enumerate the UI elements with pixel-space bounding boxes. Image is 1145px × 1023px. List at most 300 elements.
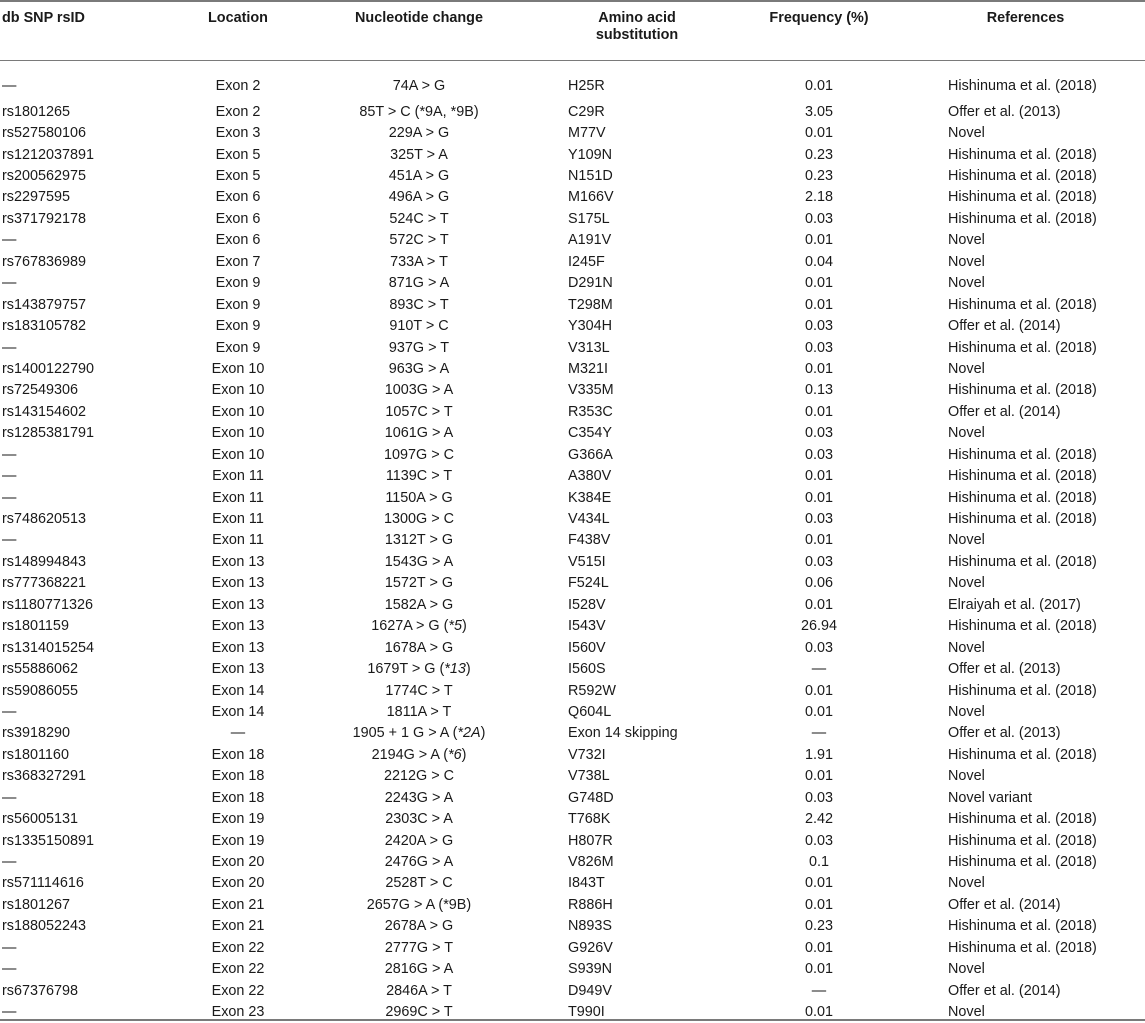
nucleotide-text: 2194G > A ( xyxy=(371,746,448,763)
nucleotide-text: 1003G > A xyxy=(384,382,454,399)
cell-reference: Novel xyxy=(948,532,985,549)
cell-rsid: rs748620513 xyxy=(2,511,87,528)
cell-rsid: rs72549306 xyxy=(2,382,79,399)
cell-amino-acid: V826M xyxy=(568,854,614,871)
cell-nucleotide-change xyxy=(296,165,542,186)
cell-reference: Hishinuma et al. (2018) xyxy=(948,618,1097,635)
cell-location: Exon 13 xyxy=(211,553,265,570)
cell-location: Exon 20 xyxy=(211,875,265,892)
nucleotide-text: 2420A > G xyxy=(384,832,454,849)
table-row xyxy=(0,894,1145,915)
nucleotide-text: 524C > T xyxy=(389,210,449,227)
cell-reference: Offer et al. (2013) xyxy=(948,725,1061,742)
cell-frequency: 0.03 xyxy=(804,425,833,442)
cell-amino-acid: D291N xyxy=(568,275,613,292)
nucleotide-text: 2777G > T xyxy=(384,939,454,956)
cell-nucleotide-change xyxy=(296,723,542,744)
cell-reference: Hishinuma et al. (2018) xyxy=(948,296,1097,313)
cell-frequency: 0.03 xyxy=(804,446,833,463)
table-row xyxy=(0,60,1145,101)
nucleotide-tail: ) xyxy=(465,661,471,678)
cell-amino-acid: V335M xyxy=(568,382,614,399)
cell-amino-acid: M77V xyxy=(568,125,606,142)
cell-rsid: rs59086055 xyxy=(2,682,79,699)
cell-amino-acid: N151D xyxy=(568,168,613,185)
cell-reference: Novel xyxy=(948,360,985,377)
table-row xyxy=(0,744,1145,765)
cell-rsid: rs183105782 xyxy=(2,318,87,335)
header-amino-line2: substitution xyxy=(595,27,679,43)
cell-rsid: rs143879757 xyxy=(2,296,87,313)
cell-reference: Hishinuma et al. (2018) xyxy=(948,939,1097,956)
cell-rsid: rs1400122790 xyxy=(2,360,95,377)
cell-amino-acid: A191V xyxy=(568,232,612,249)
nucleotide-text: 1543G > A xyxy=(384,553,454,570)
table-row xyxy=(0,337,1145,358)
cell-amino-acid: I560S xyxy=(568,661,606,678)
table-row xyxy=(0,1001,1145,1022)
cell-nucleotide-change xyxy=(296,101,542,122)
nucleotide-text: 963G > A xyxy=(388,360,450,377)
nucleotide-text: 2212G > C xyxy=(384,768,454,785)
cell-frequency: 0.01 xyxy=(804,296,833,313)
cell-nucleotide-change xyxy=(296,187,542,208)
cell-location: Exon 20 xyxy=(211,854,265,871)
cell-rsid: — xyxy=(2,703,17,720)
table-row xyxy=(0,165,1145,186)
allele-text: *5 xyxy=(448,618,462,635)
table-row xyxy=(0,487,1145,508)
cell-rsid: rs777368221 xyxy=(2,575,87,592)
cell-frequency: 0.01 xyxy=(804,682,833,699)
cell-frequency: 0.03 xyxy=(804,789,833,806)
cell-nucleotide-change xyxy=(296,937,542,958)
cell-frequency: 0.03 xyxy=(804,318,833,335)
table-row xyxy=(0,830,1145,851)
allele-text: *13 xyxy=(444,661,466,678)
table-row xyxy=(0,358,1145,379)
cell-frequency: 2.18 xyxy=(804,189,833,206)
table-row xyxy=(0,680,1145,701)
cell-location: Exon 19 xyxy=(211,832,265,849)
cell-location: Exon 11 xyxy=(212,532,264,549)
cell-amino-acid: G926V xyxy=(568,939,613,956)
nucleotide-text: 1097G > C xyxy=(384,446,454,463)
cell-reference: Hishinuma et al. (2018) xyxy=(948,146,1097,163)
cell-rsid: — xyxy=(2,789,17,806)
table-row xyxy=(0,916,1145,937)
cell-frequency: 0.01 xyxy=(804,360,833,377)
nucleotide-text: 1300G > C xyxy=(384,511,454,528)
cell-location: Exon 13 xyxy=(211,661,265,678)
cell-amino-acid: I560V xyxy=(568,639,606,656)
cell-rsid: — xyxy=(2,489,17,506)
cell-amino-acid: T990I xyxy=(568,1004,605,1021)
cell-rsid: — xyxy=(2,532,17,549)
cell-reference: Offer et al. (2014) xyxy=(948,403,1061,420)
cell-location: Exon 13 xyxy=(211,618,265,635)
nucleotide-tail: ) xyxy=(461,746,467,763)
cell-amino-acid: T298M xyxy=(568,296,613,313)
cell-frequency: — xyxy=(811,725,827,742)
table-row xyxy=(0,851,1145,872)
cell-reference: Novel xyxy=(948,125,985,142)
cell-rsid: rs1335150891 xyxy=(2,832,95,849)
cell-rsid: rs1801267 xyxy=(2,896,71,913)
table-row xyxy=(0,766,1145,787)
cell-reference: Hishinuma et al. (2018) xyxy=(948,189,1097,206)
cell-amino-acid: V313L xyxy=(568,339,610,356)
table-row xyxy=(0,873,1145,894)
cell-reference: Novel xyxy=(948,768,985,785)
cell-frequency: 0.01 xyxy=(804,77,833,94)
cell-reference: Offer et al. (2013) xyxy=(948,103,1061,120)
cell-amino-acid: R353C xyxy=(568,403,613,420)
nucleotide-text: 451A > G xyxy=(388,168,450,185)
cell-rsid: rs1801265 xyxy=(2,103,71,120)
cell-rsid: rs143154602 xyxy=(2,403,87,420)
header-nucleotide-change: Nucleotide change xyxy=(355,10,483,26)
cell-location: Exon 13 xyxy=(211,575,265,592)
nucleotide-text: 2846A > T xyxy=(386,982,452,999)
nucleotide-text: 910T > C xyxy=(389,318,449,335)
cell-frequency: 0.1 xyxy=(808,854,829,871)
table-row xyxy=(0,959,1145,980)
cell-location: Exon 7 xyxy=(215,253,261,270)
cell-frequency: 0.01 xyxy=(804,232,833,249)
cell-frequency: 0.01 xyxy=(804,896,833,913)
cell-rsid: rs67376798 xyxy=(2,982,79,999)
nucleotide-text: 1678A > G xyxy=(384,639,454,656)
cell-amino-acid: D949V xyxy=(568,982,613,999)
cell-reference: Hishinuma et al. (2018) xyxy=(948,168,1097,185)
cell-frequency: 26.94 xyxy=(800,618,837,635)
cell-nucleotide-change xyxy=(296,487,542,508)
table-row xyxy=(0,937,1145,958)
cell-reference: Hishinuma et al. (2018) xyxy=(948,77,1097,94)
cell-nucleotide-change xyxy=(296,60,542,101)
cell-amino-acid: I843T xyxy=(568,875,605,892)
nucleotide-text: 1572T > G xyxy=(384,575,454,592)
cell-amino-acid: V732I xyxy=(568,746,606,763)
cell-location: Exon 10 xyxy=(211,360,265,377)
nucleotide-text: 1150A > G xyxy=(385,489,453,506)
cell-location: Exon 11 xyxy=(212,511,264,528)
cell-reference: Hishinuma et al. (2018) xyxy=(948,918,1097,935)
cell-nucleotide-change xyxy=(296,873,542,894)
cell-amino-acid: H807R xyxy=(568,832,613,849)
cell-rsid: rs1212037891 xyxy=(2,146,95,163)
nucleotide-text: 937G > T xyxy=(388,339,450,356)
cell-amino-acid: Y304H xyxy=(568,318,613,335)
table-row xyxy=(0,808,1145,829)
cell-nucleotide-change xyxy=(296,658,542,679)
cell-rsid: — xyxy=(2,275,17,292)
cell-location: Exon 10 xyxy=(211,382,265,399)
cell-reference: Hishinuma et al. (2018) xyxy=(948,468,1097,485)
table-row xyxy=(0,401,1145,422)
cell-reference: Hishinuma et al. (2018) xyxy=(948,854,1097,871)
cell-nucleotide-change xyxy=(296,916,542,937)
header-row xyxy=(0,2,1145,60)
cell-frequency: 0.23 xyxy=(804,146,833,163)
cell-rsid: rs1285381791 xyxy=(2,425,95,442)
cell-frequency: 0.03 xyxy=(804,639,833,656)
cell-reference: Offer et al. (2013) xyxy=(948,661,1061,678)
cell-frequency: 0.23 xyxy=(804,918,833,935)
nucleotide-text: 1312T > G xyxy=(384,532,454,549)
cell-reference: Hishinuma et al. (2018) xyxy=(948,446,1097,463)
nucleotide-text: 74A > G xyxy=(392,77,446,94)
cell-nucleotide-change xyxy=(296,251,542,272)
cell-nucleotide-change xyxy=(296,423,542,444)
cell-frequency: 0.03 xyxy=(804,210,833,227)
cell-amino-acid: Q604L xyxy=(568,703,612,720)
cell-location: Exon 2 xyxy=(215,77,261,94)
cell-reference: Hishinuma et al. (2018) xyxy=(948,511,1097,528)
cell-location: Exon 22 xyxy=(211,939,265,956)
nucleotide-text: 85T > C (*9A, *9B) xyxy=(359,103,479,120)
table-row xyxy=(0,787,1145,808)
nucleotide-text: 2476G > A xyxy=(384,854,454,871)
cell-frequency: 0.13 xyxy=(804,382,833,399)
table-row xyxy=(0,294,1145,315)
nucleotide-text: 325T > A xyxy=(390,146,448,163)
cell-rsid: — xyxy=(2,1004,17,1021)
cell-frequency: 0.01 xyxy=(804,275,833,292)
cell-rsid: rs188052243 xyxy=(2,918,87,935)
cell-rsid: — xyxy=(2,339,17,356)
table-row xyxy=(0,315,1145,336)
cell-rsid: rs56005131 xyxy=(2,811,79,828)
cell-location: Exon 18 xyxy=(211,789,265,806)
cell-rsid: rs571114616 xyxy=(2,875,84,892)
cell-nucleotide-change xyxy=(296,465,542,486)
cell-location: Exon 6 xyxy=(215,189,261,206)
cell-reference: Hishinuma et al. (2018) xyxy=(948,746,1097,763)
table-row xyxy=(0,380,1145,401)
cell-rsid: rs1801160 xyxy=(2,746,69,763)
cell-location: Exon 22 xyxy=(211,961,265,978)
cell-location: Exon 11 xyxy=(212,468,264,485)
cell-rsid: — xyxy=(2,77,17,94)
cell-location: Exon 9 xyxy=(215,275,261,292)
cell-location: Exon 3 xyxy=(215,125,261,142)
cell-reference: Novel xyxy=(948,425,985,442)
table-row xyxy=(0,658,1145,679)
cell-nucleotide-change xyxy=(296,144,542,165)
table-row xyxy=(0,187,1145,208)
cell-amino-acid: F524L xyxy=(568,575,609,592)
cell-amino-acid: G366A xyxy=(568,446,613,463)
cell-frequency: 0.01 xyxy=(804,703,833,720)
cell-reference: Hishinuma et al. (2018) xyxy=(948,553,1097,570)
cell-reference: Hishinuma et al. (2018) xyxy=(948,682,1097,699)
nucleotide-text: 1679T > G ( xyxy=(367,661,445,678)
cell-amino-acid: V434L xyxy=(568,511,610,528)
cell-rsid: — xyxy=(2,446,17,463)
table-row xyxy=(0,465,1145,486)
cell-nucleotide-change xyxy=(296,230,542,251)
cell-rsid: rs2297595 xyxy=(2,189,71,206)
cell-nucleotide-change xyxy=(296,744,542,765)
cell-reference: Novel xyxy=(948,639,985,656)
table-row xyxy=(0,251,1145,272)
cell-location: Exon 10 xyxy=(211,425,265,442)
header-references: References xyxy=(986,10,1065,26)
cell-nucleotide-change xyxy=(296,787,542,808)
cell-rsid: — xyxy=(2,939,17,956)
header-amino-acid-substitution xyxy=(542,2,732,60)
cell-frequency: 0.01 xyxy=(804,768,833,785)
cell-frequency: 0.06 xyxy=(804,575,833,592)
cell-amino-acid: V515I xyxy=(568,553,606,570)
cell-rsid: rs200562975 xyxy=(2,168,87,185)
table-row xyxy=(0,551,1145,572)
cell-reference: Novel xyxy=(948,575,985,592)
cell-nucleotide-change xyxy=(296,616,542,637)
nucleotide-text: 2303C > A xyxy=(385,811,453,828)
cell-amino-acid: Exon 14 skipping xyxy=(568,725,678,742)
nucleotide-text: 1582A > G xyxy=(384,596,454,613)
cell-amino-acid: R886H xyxy=(568,896,613,913)
cell-nucleotide-change xyxy=(296,401,542,422)
cell-location: Exon 10 xyxy=(211,446,265,463)
cell-rsid: rs1180771326 xyxy=(2,596,93,613)
table-row xyxy=(0,144,1145,165)
cell-location: Exon 11 xyxy=(212,489,264,506)
cell-nucleotide-change xyxy=(296,766,542,787)
cell-rsid: rs148994843 xyxy=(2,553,87,570)
cell-amino-acid: I528V xyxy=(568,596,606,613)
cell-nucleotide-change xyxy=(296,637,542,658)
nucleotide-text: 1905 + 1 G > A ( xyxy=(352,725,458,742)
cell-location: Exon 9 xyxy=(215,339,261,356)
nucleotide-text: 893C > T xyxy=(389,296,449,313)
table-row xyxy=(0,616,1145,637)
table-row xyxy=(0,273,1145,294)
cell-nucleotide-change xyxy=(296,980,542,1001)
cell-frequency: 0.01 xyxy=(804,875,833,892)
cell-reference: Novel xyxy=(948,875,985,892)
table-row xyxy=(0,594,1145,615)
header-amino-line1: Amino acid xyxy=(598,10,676,26)
cell-reference: Hishinuma et al. (2018) xyxy=(948,382,1097,399)
cell-rsid: rs1801159 xyxy=(2,618,69,635)
table-row xyxy=(0,122,1145,143)
cell-amino-acid: N893S xyxy=(568,918,613,935)
cell-frequency: 0.03 xyxy=(804,339,833,356)
cell-nucleotide-change xyxy=(296,594,542,615)
cell-location: Exon 6 xyxy=(215,210,261,227)
cell-rsid: rs55886062 xyxy=(2,661,79,678)
cell-location: Exon 21 xyxy=(211,918,265,935)
cell-amino-acid: S939N xyxy=(568,961,613,978)
cell-nucleotide-change xyxy=(296,380,542,401)
cell-amino-acid: T768K xyxy=(568,811,611,828)
cell-location: Exon 23 xyxy=(211,1004,265,1021)
table-row xyxy=(0,723,1145,744)
cell-reference: Hishinuma et al. (2018) xyxy=(948,339,1097,356)
table-row xyxy=(0,637,1145,658)
cell-amino-acid: Y109N xyxy=(568,146,613,163)
nucleotide-tail: ) xyxy=(462,618,467,635)
nucleotide-text: 871G > A xyxy=(388,275,450,292)
cell-frequency: 0.03 xyxy=(804,511,833,528)
nucleotide-text: 229A > G xyxy=(388,125,450,142)
cell-amino-acid: H25R xyxy=(568,77,605,94)
cell-nucleotide-change xyxy=(296,208,542,229)
cell-nucleotide-change xyxy=(296,808,542,829)
cell-nucleotide-change xyxy=(296,680,542,701)
cell-reference: Novel xyxy=(948,253,985,270)
cell-rsid: — xyxy=(2,468,17,485)
table-row xyxy=(0,101,1145,122)
cell-nucleotide-change xyxy=(296,530,542,551)
cell-frequency: 0.03 xyxy=(804,832,833,849)
table-row xyxy=(0,573,1145,594)
table-row xyxy=(0,508,1145,529)
cell-location: Exon 13 xyxy=(211,596,265,613)
cell-location: Exon 2 xyxy=(215,103,261,120)
cell-reference: Offer et al. (2014) xyxy=(948,982,1061,999)
nucleotide-text: 1627A > G ( xyxy=(371,618,449,635)
cell-nucleotide-change xyxy=(296,315,542,336)
cell-rsid: — xyxy=(2,854,17,871)
allele-text: *6 xyxy=(448,746,462,763)
cell-nucleotide-change xyxy=(296,894,542,915)
cell-amino-acid: M321I xyxy=(568,360,608,377)
cell-amino-acid: I543V xyxy=(568,618,606,635)
cell-amino-acid: S175L xyxy=(568,210,610,227)
cell-rsid: rs368327291 xyxy=(2,768,87,785)
allele-text: *2A xyxy=(457,725,481,742)
cell-nucleotide-change xyxy=(296,294,542,315)
cell-nucleotide-change xyxy=(296,122,542,143)
cell-location: Exon 14 xyxy=(211,703,265,720)
nucleotide-text: 1061G > A xyxy=(384,425,454,442)
table-row xyxy=(0,423,1145,444)
table-row xyxy=(0,230,1145,251)
cell-reference: Novel variant xyxy=(948,789,1032,806)
cell-nucleotide-change xyxy=(296,337,542,358)
table-header xyxy=(0,2,1145,60)
cell-location: Exon 9 xyxy=(215,296,261,313)
cell-location: — xyxy=(230,725,246,742)
cell-amino-acid: R592W xyxy=(568,682,616,699)
cell-frequency: 0.23 xyxy=(804,168,833,185)
cell-location: Exon 18 xyxy=(211,768,265,785)
cell-reference: Novel xyxy=(948,232,985,249)
cell-reference: Novel xyxy=(948,275,985,292)
nucleotide-text: 572C > T xyxy=(389,232,449,249)
cell-amino-acid: K384E xyxy=(568,489,612,506)
cell-frequency: — xyxy=(811,661,827,678)
cell-location: Exon 6 xyxy=(215,232,261,249)
cell-frequency: — xyxy=(811,982,827,999)
cell-nucleotide-change xyxy=(296,273,542,294)
cell-reference: Novel xyxy=(948,1004,985,1021)
cell-frequency: 0.01 xyxy=(804,961,833,978)
cell-rsid: — xyxy=(2,961,17,978)
cell-reference: Elraiyah et al. (2017) xyxy=(948,596,1081,613)
cell-amino-acid: I245F xyxy=(568,253,605,270)
cell-location: Exon 18 xyxy=(211,746,265,763)
table-row xyxy=(0,980,1145,1001)
cell-amino-acid: A380V xyxy=(568,468,612,485)
cell-location: Exon 22 xyxy=(211,982,265,999)
nucleotide-text: 1811A > T xyxy=(386,703,452,720)
